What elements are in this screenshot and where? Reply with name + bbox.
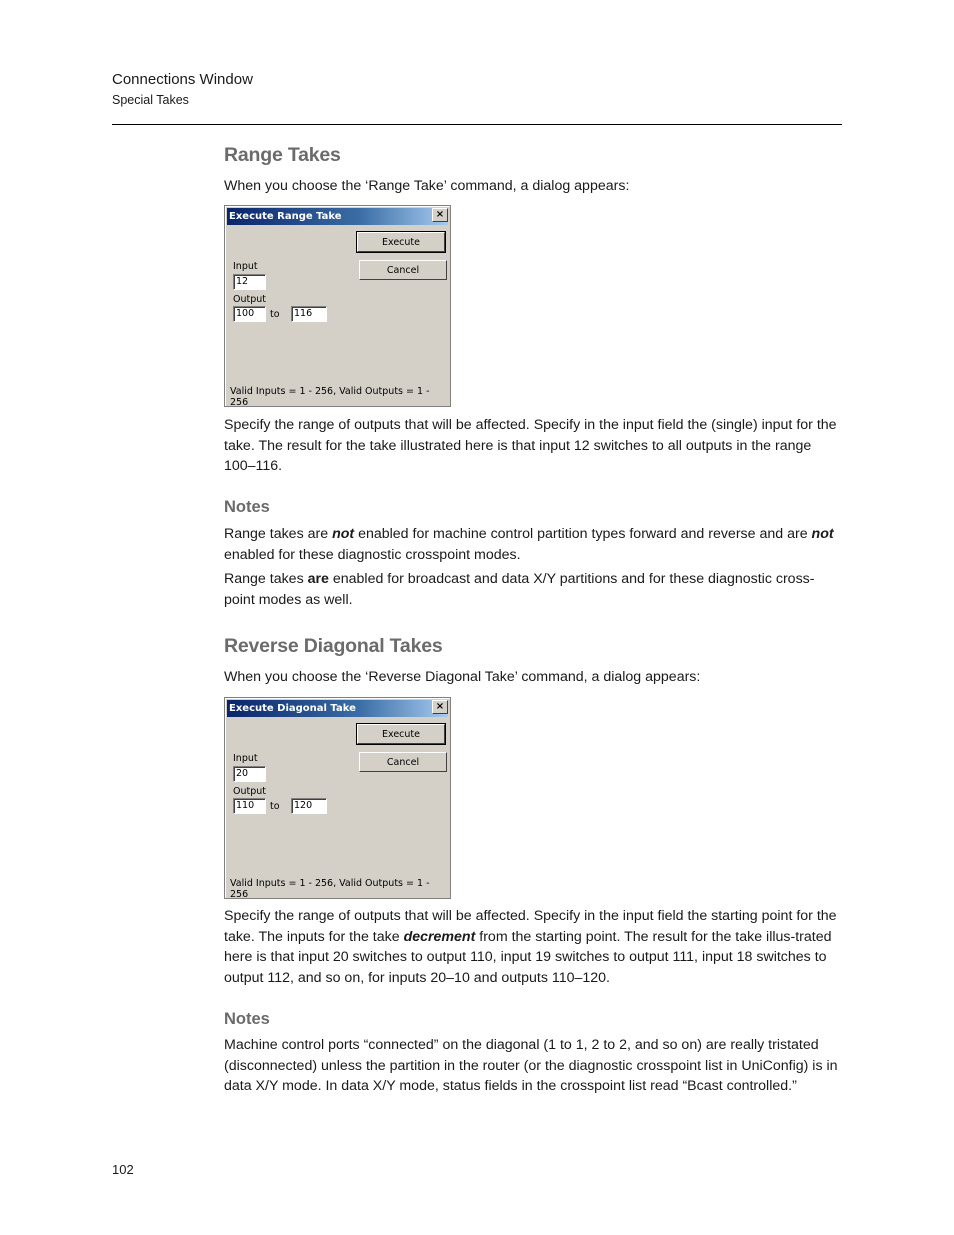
header-rule (112, 124, 842, 125)
to-label: to (270, 801, 280, 812)
section-heading-range-takes: Range Takes (224, 144, 341, 166)
section-heading-reverse-diagonal-takes: Reverse Diagonal Takes (224, 635, 443, 657)
execute-button[interactable]: Execute (357, 232, 445, 252)
input-field[interactable]: 12 (233, 274, 266, 290)
cancel-button[interactable]: Cancel (359, 260, 447, 280)
output-from-field[interactable]: 100 (233, 306, 266, 322)
output-label: Output (233, 786, 266, 797)
cancel-button[interactable]: Cancel (359, 752, 447, 772)
reverse-note: Machine control ports “connected” on the diagonal (1 to 1, 2 to 2, and so on) are really tristated (disconnected) unless the partition in the router (or the diagnostic crosspoint list in UniConfig) is in data X/Y mode. In data X/Y mode, status fields in the crosspoint list read “Bcast controlled.” (224, 1037, 838, 1094)
running-header-title: Connections Window (112, 71, 253, 88)
output-to-field[interactable]: 116 (291, 306, 327, 322)
range-intro: When you choose the ‘Range Take’ command, a dialog appears: (224, 178, 630, 194)
dialog-title-bar: Execute Diagonal Take (227, 700, 448, 717)
reverse-intro: When you choose the ‘Reverse Diagonal Take’ command, a dialog appears: (224, 669, 701, 685)
output-label: Output (233, 294, 266, 305)
valid-range-status: Valid Inputs = 1 - 256, Valid Outputs = 1 - 256 (230, 386, 430, 408)
dialog-title-bar: Execute Range Take (227, 208, 448, 225)
to-label: to (270, 309, 280, 320)
close-icon[interactable]: × (432, 208, 448, 222)
reverse-body: Specify the range of outputs that will be affected. Specify in the input field the starting point for the take. The inputs for the take decrement from the starting point. The result for the take illus-trated here is that input 20 switches to output 110, input 19 switches to output 111, input 18 switches to output 112, and so on, for inputs 20–10 and outputs 110–120. (224, 908, 837, 986)
range-note-1: Range takes are not enabled for machine control partition types forward and reverse and are not enabled for these diagnostic crosspoint modes. (224, 526, 834, 563)
reverse-notes-heading: Notes (224, 1010, 270, 1028)
input-label: Input (233, 261, 258, 272)
range-take-dialog (224, 205, 451, 407)
valid-range-status: Valid Inputs = 1 - 256, Valid Outputs = 1 - 256 (230, 878, 430, 900)
execute-button[interactable]: Execute (357, 724, 445, 744)
range-notes-heading: Notes (224, 498, 270, 516)
input-field[interactable]: 20 (233, 766, 266, 782)
range-note-2: Range takes are enabled for broadcast and data X/Y partitions and for these diagnostic cross-point modes as well. (224, 571, 815, 608)
close-icon[interactable]: × (432, 700, 448, 714)
page-number: 102 (112, 1162, 134, 1177)
input-label: Input (233, 753, 258, 764)
output-to-field[interactable]: 120 (291, 798, 327, 814)
range-body: Specify the range of outputs that will be affected. Specify in the input field the (single) input for the take. The result for the take illustrated here is that input 12 switches to all outputs in the range 100–116. (224, 417, 837, 474)
diagonal-take-dialog (224, 697, 451, 899)
running-header-subtitle: Special Takes (112, 93, 189, 107)
output-from-field[interactable]: 110 (233, 798, 266, 814)
